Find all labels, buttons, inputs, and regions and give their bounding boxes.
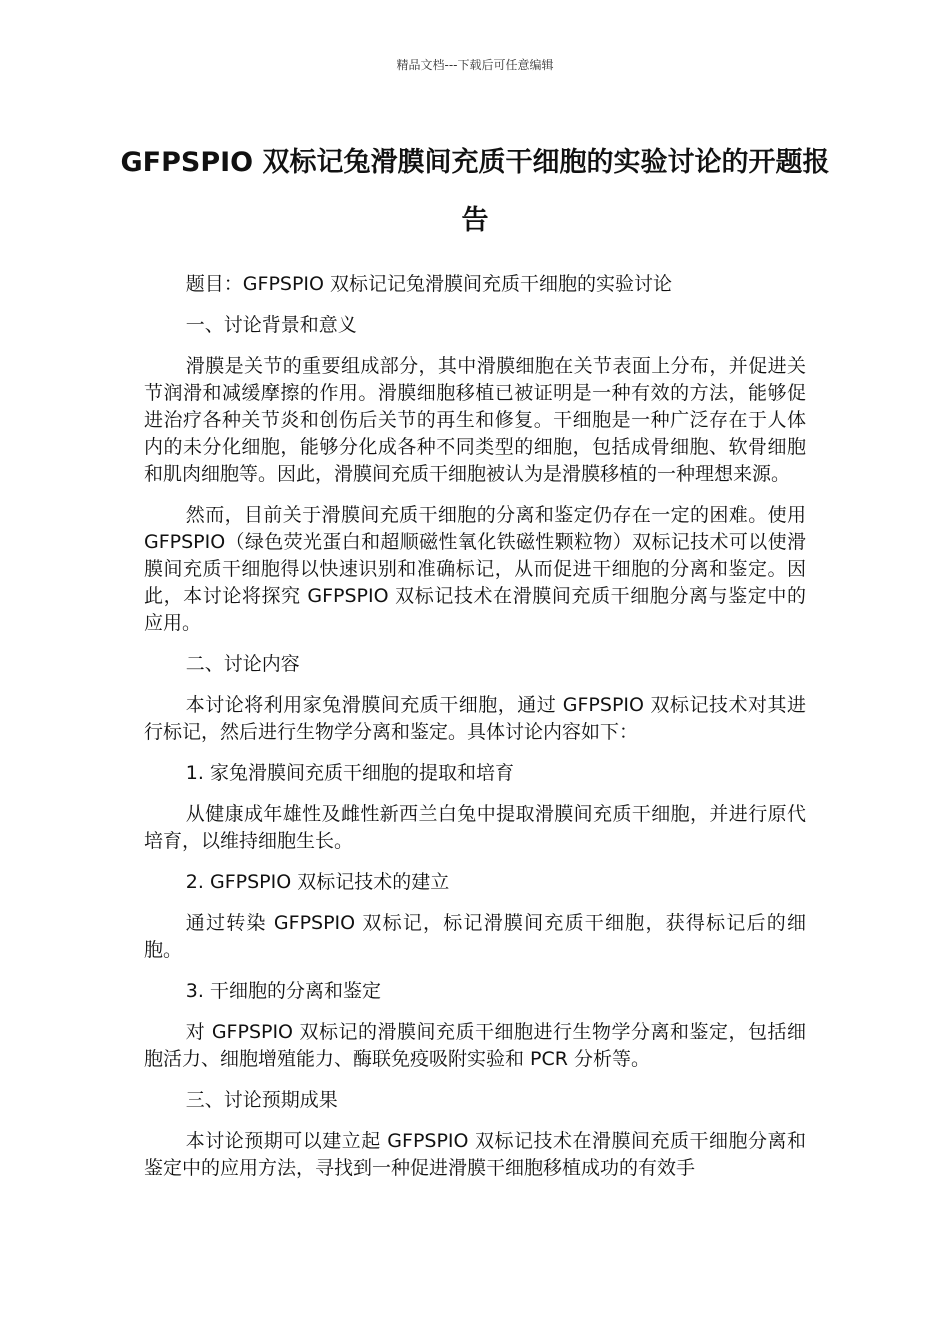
outcomes-paragraph: 本讨论预期可以建立起 GFPSPIO 双标记技术在滑膜间充质干细胞分离和鉴定中的应用方法，寻找到一种促进滑膜干细胞移植成功的有效手: [144, 1130, 806, 1179]
subheading-technique: 2. GFPSPIO 双标记技术的建立: [185, 871, 450, 893]
technique-paragraph: 通过转染 GFPSPIO 双标记，标记滑膜间充质干细胞，获得标记后的细胞。: [144, 912, 806, 961]
subheading-identification: 3. 干细胞的分离和鉴定: [185, 980, 381, 1002]
extraction-paragraph: 从健康成年雄性及雌性新西兰白兔中提取滑膜间充质干细胞，并进行原代培育，以维持细胞生长。: [144, 803, 806, 852]
background-paragraph-1: 滑膜是关节的重要组成部分，其中滑膜细胞在关节表面上分布，并促进关节润滑和减缓摩擦的作用。滑膜细胞移植已被证明是一种有效的方法，能够促进治疗各种关节炎和创伤后关节的再生和修复。干细胞是一种广泛存在于人体内的未分化细胞，能够分化成各种不同类型的细胞，包括成骨细胞、软骨细胞和肌肉细胞等。因此，滑膜间充质干细胞被认为是滑膜移植的一种理想来源。: [144, 355, 806, 485]
header-note: 精品文档---下载后可任意编辑: [396, 58, 554, 72]
document-title: GFPSPIO 双标记兔滑膜间充质干细胞的实验讨论的开题报告: [120, 147, 830, 236]
background-paragraph-2: 然而，目前关于滑膜间充质干细胞的分离和鉴定仍存在一定的困难。使用 GFPSPIO（绿色荧光蛋白和超顺磁性氧化铁磁性颗粒物）双标记技术可以使滑膜间充质干细胞得以快速识别和准确标记，从而促进干细胞的分离和鉴定。因此，本讨论将探究 GFPSPIO 双标记技术在滑膜间充质干细胞分离与鉴定中的应用。: [144, 504, 806, 634]
topic-line: 题目：GFPSPIO 双标记记兔滑膜间充质干细胞的实验讨论: [185, 273, 673, 295]
subheading-extraction: 1. 家兔滑膜间充质干细胞的提取和培育: [185, 762, 514, 784]
section-heading-content: 二、讨论内容: [185, 653, 300, 675]
section-heading-background: 一、讨论背景和意义: [185, 314, 357, 336]
content-intro-paragraph: 本讨论将利用家兔滑膜间充质干细胞，通过 GFPSPIO 双标记技术对其进行标记，然后进行生物学分离和鉴定。具体讨论内容如下：: [144, 694, 806, 743]
section-heading-outcomes: 三、讨论预期成果: [185, 1089, 338, 1111]
identification-paragraph: 对 GFPSPIO 双标记的滑膜间充质干细胞进行生物学分离和鉴定，包括细胞活力、细胞增殖能力、酶联免疫吸附实验和 PCR 分析等。: [144, 1021, 806, 1070]
document-body: [144, 271, 806, 1196]
